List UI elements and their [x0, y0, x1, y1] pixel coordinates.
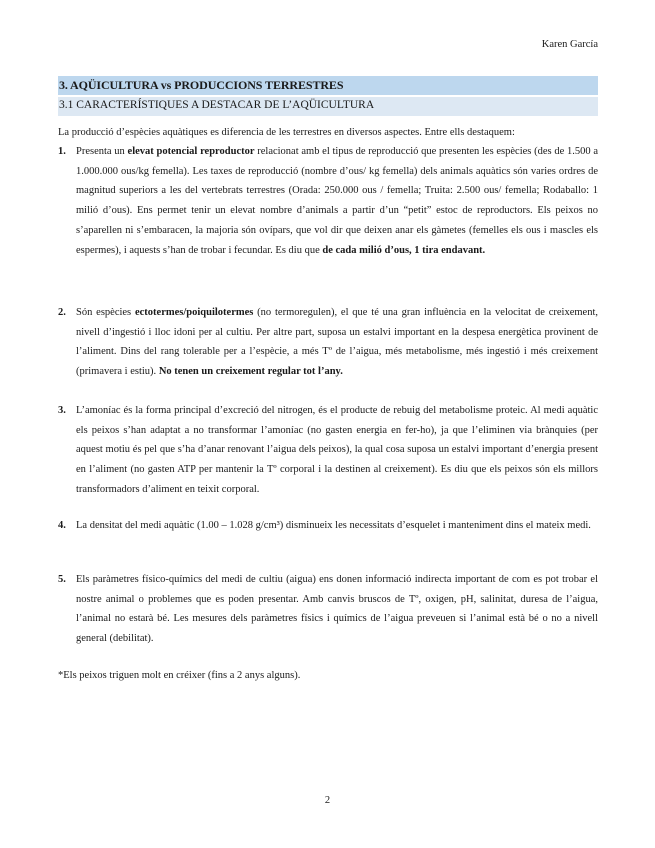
emphasis: ectotermes/poiquilotermes — [134, 307, 254, 318]
list-item-text: L’amoníac és la forma principal d’excreció del nitrogen, és el producte de rebuig del metabolisme proteic. Al medi aquàtic els peixos s’han adaptat a no transformar l’amoníac (no gasten energia en fer-ho), ja que l’eliminen via brànquies (per aquest motiu és pel que s’ha d’anar renovant l’aigua dels peixos), la qual cosa suposa un estalvi important d’energia present en l’aliment (no gasten ATP per mantenir la Tº corporal i la destinen al creixement). Es diu que els peixos són els millors transformadors d’aliment en teixit corporal. — [76, 405, 598, 495]
emphasis: No tenen un creixement regular tot l’any. — [158, 366, 343, 378]
intro-paragraph: La producció d’espècies aquàtiques es diferencia de les terrestres en diversos aspectes. Entre ells destaquem: — [58, 127, 515, 138]
list-item-5 — [58, 570, 598, 649]
list-item-text: Els paràmetres físico-químics del medi de cultiu (aigua) ens donen informació indirecta important de com es pot trobar el nostre animal o problemes que es poden presentar. Amb canvis bruscos de Tº, oxigen, pH, salinitat, duresa de l’aigua, l’animal no estarà bé. Les mesures dels paràmetres físics i químics de l’aigua preveuen si l’animal està bé o no a nivell general (debilitat). — [76, 574, 598, 645]
list-item-number: 4. — [58, 520, 66, 531]
list-item-1 — [58, 142, 598, 260]
emphasis: de cada milió d’ous, 1 tira endavant. — [322, 244, 486, 256]
list-item-3 — [58, 401, 598, 500]
section-subtitle: 3.1 CARACTERÍSTIQUES A DESTACAR DE L’AQÜICULTURA — [58, 97, 598, 116]
list-item-text: Són espècies ectotermes/poiquilotermes (no termoregulen), el que té una gran influència en la velocitat de creixement, nivell d’ingestió i lloc idoni per al cultiu. Per altre part, suposa un estalvi important en la despesa energètica provinent de l’aliment. Dins del rang tolerable per a l’espècie, a més Tº de l’aigua, més metabolisme, més ingestió i més creixement (primavera i estiu). No tenen un creixement regular tot l’any. — [76, 307, 598, 378]
page-number: 2 — [324, 795, 331, 806]
emphasis: elevat potencial reproductor — [127, 146, 255, 157]
list-item-number: 3. — [58, 405, 66, 416]
list-item-text: Presenta un elevat potencial reproductor relacionat amb el tipus de reproducció que presenten les espècies (des de 1.500 a 1.000.000 ous/kg femella). Les taxes de reproducció (nombre d’ous/ kg femella) dels animals aquàtics són varies ordres de magnitud superiors a les del vertebrats terrestres (Orada: 250.000 ous / femella; Truita: 2.500 ous/ femella; Rodaballo: 1 milió d’ous). Ens permet tenir un elevat nombre d’animals a partir d’un “petit” estoc de reproductors. Els peixos no s’aparellen ni s’embaracen, la majoria són ovípars, que vol dir que deixen anar els gàmetes (femelles els ous i mascles els espermes), i aquests s’han de trobar i fecundar. Es diu que de cada milió d’ous, 1 tira endavant. — [76, 146, 598, 256]
header-author: Karen García — [541, 39, 598, 50]
list-item-number: 2. — [58, 307, 66, 318]
list-item-number: 1. — [58, 146, 66, 157]
footnote: *Els peixos triguen molt en créixer (fins a 2 anys alguns). — [58, 670, 301, 681]
list-item-number: 5. — [58, 574, 66, 585]
list-item-4 — [58, 516, 598, 536]
list-item-text: La densitat del medi aquàtic (1.00 – 1.028 g/cm³) disminueix les necessitats d’esquelet i manteniment dins el mateix medi. — [76, 520, 591, 531]
list-item-2 — [58, 303, 598, 382]
section-title: 3. AQÜICULTURA vs PRODUCCIONS TERRESTRES — [58, 76, 598, 95]
